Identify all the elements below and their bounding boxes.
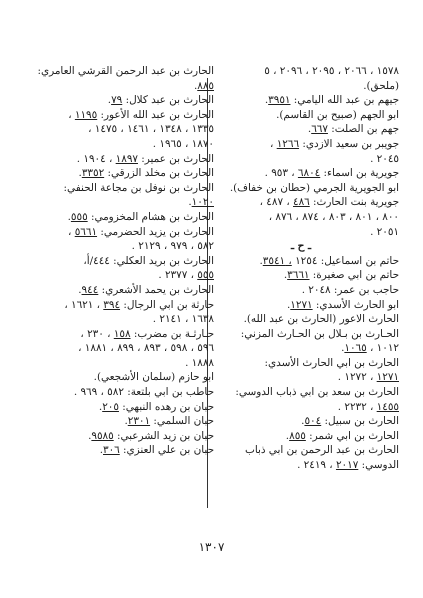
entry-primary-ref: ١١٩٥: [74, 108, 98, 121]
index-entry: [18, 268, 214, 283]
entry-primary-ref: ٩٥٨٥: [91, 429, 114, 442]
entry-text: ، ٩٥٣ .: [264, 167, 298, 180]
index-entry: [18, 64, 214, 79]
entry-text: حبان السلمي:: [150, 415, 214, 428]
index-entry: [203, 283, 399, 298]
entry-text: حاتم بن اسماعيل: ١٢٥٤: [291, 254, 399, 267]
entry-text: .: [283, 269, 288, 282]
index-entry: [203, 152, 399, 167]
entry-text: جهم بن الصلت:: [327, 123, 399, 136]
index-entry: [18, 166, 214, 181]
index-entry: [203, 341, 399, 356]
entry-primary-ref: ٤٨٦: [293, 196, 310, 209]
index-entry: [203, 458, 399, 473]
entry-text: الحارث بن عبد الله الأعور:: [97, 108, 214, 121]
entry-text: الحارث بن عبد كلال:: [122, 94, 214, 107]
entry-text: ،: [68, 225, 75, 238]
entry-text: الحارث بن ابي الحارث الأسدي:: [264, 356, 399, 369]
entry-text: الحـارث بن بـلال بن الحـارث المزني:: [240, 327, 399, 340]
entry-text: الحارث بن عمير:: [137, 152, 214, 165]
entry-primary-ref: ٨٨٥: [197, 79, 214, 92]
right-index-column: [203, 64, 399, 473]
index-entry: [203, 298, 399, 313]
index-entry: [203, 429, 399, 444]
entry-text: .: [78, 283, 82, 296]
index-entry: [203, 166, 399, 181]
index-entry: [203, 254, 399, 269]
entry-text: الحارث بن يحمد الأشعري:: [98, 283, 214, 296]
index-entry: [18, 443, 214, 458]
entry-text: .: [78, 167, 82, 180]
entry-primary-ref: ١٤٥٥: [376, 400, 399, 413]
index-entry: [18, 93, 214, 108]
index-entry: [18, 298, 214, 313]
entry-text: حاطب بن ابي بلتعة: ٥٨٢ ، ٩٦٩ .: [73, 386, 214, 399]
page-number: ١٣٠٧: [198, 540, 225, 554]
index-entry: [18, 283, 214, 298]
entry-text: ،: [68, 108, 75, 121]
index-entry: [18, 341, 214, 356]
entry-text: ، ١٩٠٤ .: [76, 152, 116, 165]
entry-text: .: [188, 196, 192, 209]
entry-text: .: [307, 123, 312, 136]
entry-primary-ref: ٣٩٥١: [268, 94, 291, 107]
entry-text: ابو الجهم (صبيح بن القاسم).: [276, 108, 399, 121]
index-entry: [203, 400, 399, 415]
entry-primary-ref: ٣٠٦: [103, 444, 120, 457]
entry-text: الحارث بن ابي شمر:: [305, 429, 399, 442]
entry-text: ٥٩٦ ، ٥٩٨ ، ٨٩٣ ، ٨٩٩ ، ١٨٨١ ،: [78, 342, 214, 355]
entry-primary-ref: ٥٥٥: [197, 269, 214, 282]
index-entry: [203, 356, 399, 371]
entry-text: .: [99, 444, 103, 457]
index-entry: [18, 312, 214, 327]
index-entry: [18, 400, 214, 415]
entry-text: ، ٤٨٧ ،: [259, 196, 293, 209]
entry-primary-ref: ، ٣٥٤١: [262, 254, 292, 267]
entry-primary-ref: ٥٥٥: [70, 210, 88, 223]
entry-text: الحارث بن سبيل:: [321, 415, 399, 428]
index-entry: [18, 210, 214, 225]
entry-text: ١٣٣٥ ، ١٣٤٨ ، ١٤٦١ ، ١٤٧٥ ،: [88, 123, 214, 136]
entry-text: ١٦٣٨ ، ٢١٤١ .: [152, 313, 214, 326]
entry-text: ابو الجويرية الجرمي (حطان بن خفاف).: [229, 181, 399, 194]
entry-text: الحارث بن نوفل بن مجاعة الحنفي:: [63, 181, 214, 194]
entry-text: ١٨٧٠ ، ١٩٦٥ .: [152, 137, 214, 150]
index-entry: [203, 268, 399, 283]
entry-text: الحارث بن بريد العكلي: ٤٤٤/أ،: [83, 254, 214, 267]
entry-text: جويبر بن سعيد الازدي:: [299, 137, 399, 150]
entry-text: .: [98, 400, 103, 413]
index-entry: [18, 181, 214, 196]
entry-text: حاجب بن عمر: ٢٠٤٨ .: [301, 283, 399, 296]
entry-text: (ملحق).: [363, 79, 399, 92]
entry-text: ، ٢٣٠ ،: [80, 327, 114, 340]
entry-text: ـ ح ـ: [290, 240, 312, 253]
index-entry: [203, 137, 399, 152]
index-entry: [18, 327, 214, 342]
entry-primary-ref: ٥٠٤: [304, 415, 322, 428]
entry-primary-ref: ١٢٧١: [376, 371, 399, 384]
entry-text: حبان بن علي العنزي:: [119, 444, 214, 457]
entry-text: .: [124, 415, 128, 428]
entry-text: .: [107, 94, 112, 107]
entry-text: .: [286, 298, 291, 311]
entry-text: ، ٢٣٧٧ .: [158, 269, 198, 282]
index-entry: [18, 79, 214, 94]
entry-primary-ref: ١٢٦٦: [276, 137, 300, 150]
index-entry: [203, 181, 399, 196]
entry-text: الحارث بن عبد الرحمن القرشي العامري:: [37, 65, 214, 77]
index-entry: [203, 327, 399, 342]
index-entry: [203, 64, 399, 79]
entry-primary-ref: ٣٦٦١: [287, 269, 310, 282]
index-entry: [18, 414, 214, 429]
entry-primary-ref: ٢٣٠١: [127, 415, 151, 428]
index-entry: [203, 79, 399, 94]
entry-primary-ref: ١٥٨: [113, 327, 131, 340]
entry-text: جيهم بن عبد الله اليامي:: [290, 94, 399, 107]
index-entry: [18, 385, 214, 400]
entry-text: حـارثـة بن مضرب:: [130, 327, 214, 340]
index-entry: [203, 414, 399, 429]
index-entry: [203, 108, 399, 123]
index-entry: [203, 443, 399, 458]
entry-primary-ref: ٢٠٥: [102, 400, 119, 413]
entry-primary-ref: ٧٩: [111, 94, 123, 107]
index-entry: [18, 122, 214, 137]
entry-text: حاتم بن ابي صغيرة:: [309, 269, 399, 282]
entry-primary-ref: ١٢٧١: [290, 298, 313, 311]
entry-text: ابو الحارث الأسدي:: [312, 298, 399, 311]
index-entry: [18, 152, 214, 167]
section-letter-heading: [203, 239, 399, 254]
index-entry: [18, 195, 214, 210]
entry-text: الحارث بن يزيد الحضرمي:: [97, 225, 214, 238]
entry-text: ١٥٧٨ ، ٢٠٦٦ ، ٢٠٩٥ ، ٢٠٩٦ ، ٥: [264, 65, 399, 77]
entry-text: ،: [270, 137, 277, 150]
entry-primary-ref: ٦٦٧: [311, 123, 328, 136]
index-entry: [18, 225, 214, 240]
index-entry: [18, 356, 214, 371]
left-index-column: [18, 64, 214, 458]
index-entry: [18, 254, 214, 269]
entry-text: ، ٢٤١٩ .: [297, 459, 336, 472]
entry-text: .: [67, 210, 71, 223]
entry-primary-ref: ٣٣٥٢: [81, 167, 105, 180]
entry-text: .: [193, 79, 198, 92]
entry-text: .: [341, 342, 345, 355]
index-entry: [203, 225, 399, 240]
entry-primary-ref: ١٠٢٠: [191, 196, 214, 209]
entry-text: ١٨٨٨ .: [185, 356, 214, 369]
entry-text: الحارث بن عبد الرحمن بن ابي ذباب: [245, 444, 399, 457]
entry-text: .: [259, 254, 263, 267]
entry-text: حبان بن زيد الشرعبي:: [113, 429, 214, 442]
entry-text: .: [264, 94, 269, 107]
index-entry: [203, 210, 399, 225]
entry-primary-ref: ٢٠١٧: [335, 459, 359, 472]
entry-primary-ref: ٦٨٠٤: [297, 167, 321, 180]
entry-text: ٥٨٢ ، ٩٧٩ ، ٢١٢٩ .: [131, 240, 214, 253]
entry-text: ، ٢٢٣٢ .: [337, 400, 377, 413]
entry-text: ، ١٢٧٢ .: [337, 371, 377, 384]
index-entry: [203, 122, 399, 137]
entry-text: .: [301, 415, 305, 428]
entry-text: الدوسي:: [358, 459, 399, 472]
entry-primary-ref: ٩٤٤: [81, 283, 99, 296]
entry-text: الحارث بن هشام المخزومي:: [87, 210, 214, 223]
entry-text: ٢٠٥١ .: [370, 225, 399, 238]
index-entry: [18, 370, 214, 385]
entry-text: جويرية بنت الحارث:: [309, 196, 399, 209]
entry-text: ٢٠٤٥ .: [370, 152, 399, 165]
entry-primary-ref: ١٠٦٥: [344, 342, 367, 355]
index-entry: [203, 195, 399, 210]
entry-text: ، ١٦٢١ ،: [64, 298, 104, 311]
index-entry: [203, 385, 399, 400]
index-entry: [203, 312, 399, 327]
index-entry: [18, 137, 214, 152]
index-entry: [18, 429, 214, 444]
entry-primary-ref: ٥٦٦١: [74, 225, 98, 238]
index-entry: [203, 93, 399, 108]
entry-text: .: [88, 429, 92, 442]
entry-text: ٨٠٠ ، ٨٠١ ، ٨٠٣ ، ٨٧٤ ، ٨٧٦ ،: [268, 210, 399, 223]
entry-text: الحارث بن مخلد الزرقي:: [104, 167, 214, 180]
entry-primary-ref: ٨٥٥: [289, 429, 306, 442]
entry-text: حارثة بن ابي الرجال:: [120, 298, 214, 311]
entry-text: ١٠١٢ ،: [366, 342, 399, 355]
index-entry: [18, 108, 214, 123]
entry-text: جويرية بن اسماء:: [320, 167, 399, 180]
entry-text: ابو حازم (سلمان الأشجعي).: [93, 371, 214, 384]
entry-text: الحارث الاعور (الحارث بن عبد الله).: [243, 313, 399, 326]
entry-text: حبان بن رهده النبهي:: [118, 400, 214, 413]
entry-text: الحارث بن سعد بن ابي ذباب الدوسي:: [235, 386, 399, 399]
entry-text: .: [285, 429, 290, 442]
entry-primary-ref: ٣٩٤: [103, 298, 121, 311]
index-entry: [18, 239, 214, 254]
index-entry: [203, 370, 399, 385]
entry-primary-ref: ١٨٩٧: [115, 152, 138, 165]
